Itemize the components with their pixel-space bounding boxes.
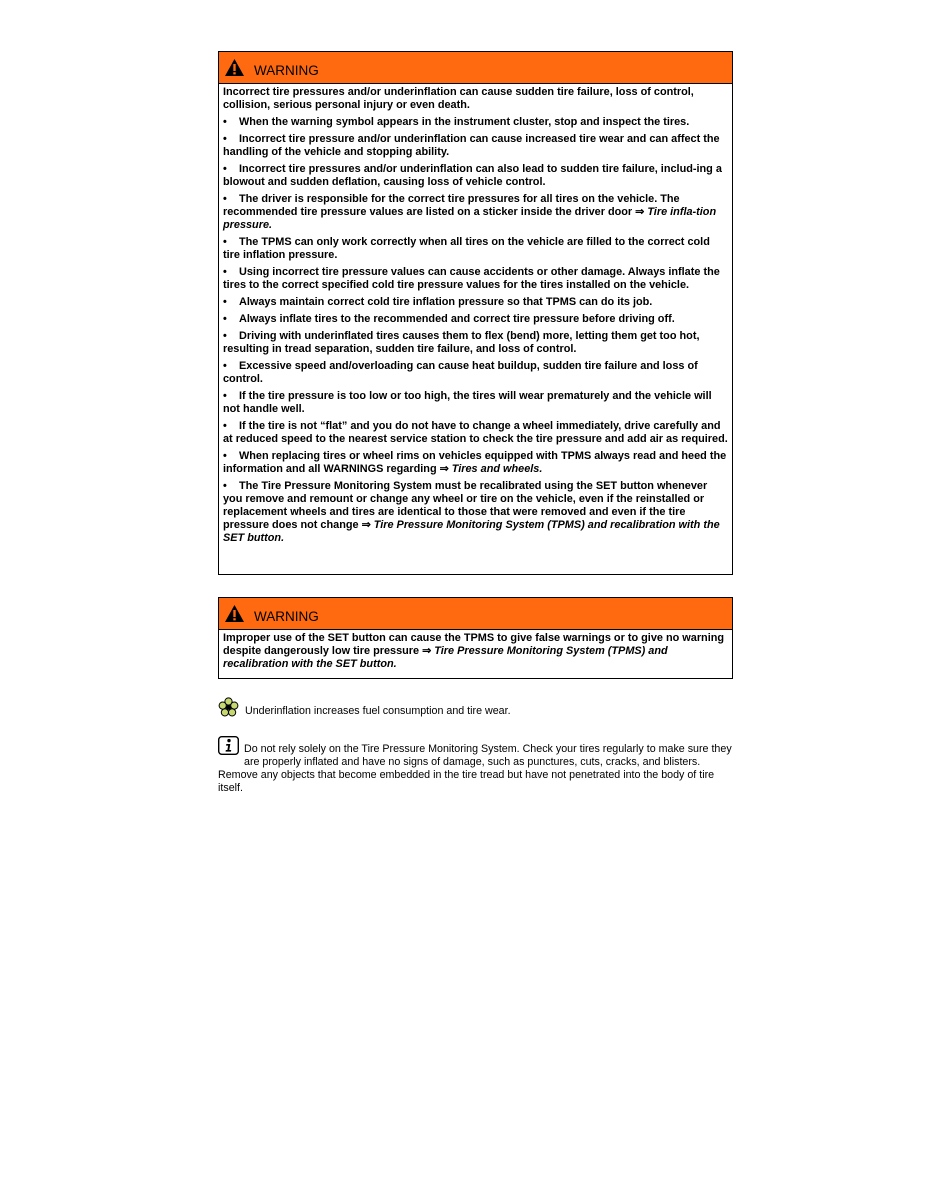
bullet-icon: • — [223, 420, 227, 432]
warning-list-item-text: Using incorrect tire pressure values can cause accidents or other damage. Always inflate the tires to the correct specified cold tire pressure values for the tires installed on the vehicle. — [223, 266, 720, 291]
warning-list-item-text: The driver is responsible for the correct tire pressures for all tires on the vehicle. The recommended tire pressure values are listed on a sticker inside the driver door ⇒ — [223, 193, 680, 218]
warning-list-item — [223, 330, 728, 356]
bullet-icon: • — [223, 450, 227, 462]
cross-reference-link[interactable]: Tires and wheels. — [451, 463, 543, 475]
warning-list-item — [223, 360, 728, 386]
info-icon — [218, 736, 239, 759]
warning-list-item-text: Incorrect tire pressure and/or underinflation can cause increased tire wear and can affect the handling of the vehicle and stopping ability. — [223, 133, 720, 158]
warning-list-item — [223, 116, 728, 129]
warning-title: WARNING — [254, 609, 319, 624]
warning-list-item — [223, 163, 728, 189]
warning-list-item-text: When replacing tires or wheel rims on vehicles equipped with TPMS always read and heed the information and all WARNINGS regarding ⇒ — [223, 450, 727, 475]
bullet-icon: • — [223, 116, 227, 128]
bullet-icon: • — [223, 390, 227, 402]
warning-list-item-text: The Tire Pressure Monitoring System must be recalibrated using the SET button whenever you remove and remount or change any wheel or tire on the vehicle, even if the reinstalled or replacement wheels and tires are identical to those that were removed and even if the tire pressure does not change ⇒ — [223, 480, 708, 531]
warning-list-item — [223, 193, 728, 232]
warning-triangle-icon — [224, 604, 245, 623]
bullet-icon: • — [223, 313, 227, 325]
warning-list-item-text: Always inflate tires to the recommended and correct tire pressure before driving off. — [239, 313, 675, 325]
warning-list-item-text: If the tire is not “flat” and you do not have to change a wheel immediately, drive carefully and at reduced speed to the nearest service station to check the tire pressure and add air as required. — [223, 420, 728, 445]
warning-list-item-text: The TPMS can only work correctly when all tires on the vehicle are filled to the correct cold tire inflation pressure. — [223, 236, 710, 261]
warning-intro: Incorrect tire pressures and/or underinflation can cause sudden tire failure, loss of control, collision, serious personal injury or even death. — [223, 86, 694, 111]
warning-list-item-text: Always maintain correct cold tire inflation pressure so that TPMS can do its job. — [239, 296, 653, 308]
bullet-icon: • — [223, 236, 227, 248]
warning-text: Improper use of the SET button can cause the TPMS to give false warnings or to give no warning despite dangerously low tire pressure ⇒ Tire Pressure Monitoring System (TPMS) and recalibration with the SET button. — [223, 632, 725, 670]
warning-list-item-text: When the warning symbol appears in the instrument cluster, stop and inspect the tires. — [239, 116, 690, 128]
bullet-icon: • — [223, 193, 227, 205]
warning-box-tire-pressure — [218, 51, 733, 575]
warning-list-item — [223, 266, 728, 292]
warning-title: WARNING — [254, 63, 319, 78]
bullet-icon: • — [223, 163, 227, 175]
cross-reference-link[interactable]: Tire Pressure Monitoring System (TPMS) and recalibration with the SET button. — [223, 519, 720, 544]
warning-body — [219, 84, 732, 548]
warning-list-item-text: If the tire pressure is too low or too high, the tires will wear prematurely and the vehicle will not handle well. — [223, 390, 712, 415]
flower-icon — [218, 697, 239, 722]
environment-note-text: Underinflation increases fuel consumption and tire wear. — [244, 705, 511, 717]
warning-triangle-icon — [224, 58, 245, 77]
bullet-icon: • — [223, 296, 227, 308]
bullet-icon: • — [223, 480, 227, 492]
bullet-icon: • — [223, 360, 227, 372]
warning-list-item-text: Excessive speed and/overloading can cause heat buildup, sudden tire failure and loss of control. — [223, 360, 698, 385]
warning-box-set-button — [218, 597, 733, 679]
warning-list-item — [223, 390, 728, 416]
warning-list-item-text: Driving with underinflated tires causes them to flex (bend) more, letting them get too hot, resulting in tread separation, sudden tire failure, and loss of control. — [223, 330, 700, 355]
bullet-icon: • — [223, 133, 227, 145]
warning-list-item-text: Incorrect tire pressures and/or underinflation can also lead to sudden tire failure, includ-ing a blowout and sudden deflation, causing loss of vehicle control. — [223, 163, 722, 188]
warning-header — [219, 52, 732, 84]
warning-header — [219, 598, 732, 630]
cross-reference-link[interactable]: Tire infla-tion pressure. — [223, 206, 717, 231]
warning-list-item — [223, 236, 728, 262]
warning-list-item — [223, 313, 728, 326]
bullet-icon: • — [223, 330, 227, 342]
info-note — [218, 736, 733, 795]
warning-list-item — [223, 450, 728, 476]
cross-reference-link[interactable]: Tire Pressure Monitoring System (TPMS) and recalibration with the SET button. — [223, 645, 668, 670]
warning-list-item — [223, 420, 728, 446]
warning-list-item — [223, 480, 728, 545]
warning-list-item — [223, 133, 728, 159]
warning-list-item — [223, 296, 728, 309]
warning-body — [219, 630, 732, 674]
bullet-icon: • — [223, 266, 227, 278]
environment-note — [218, 697, 733, 722]
warning-list — [223, 116, 728, 545]
info-note-text: Do not rely solely on the Tire Pressure Monitoring System. Check your tires regularly to make sure they are properly inflated and have no signs of damage, such as punctures, cuts, cracks, and blisters. Remove any objects that become embedded in the tire tread but have not penetrated into the body of tire itself. — [218, 743, 732, 794]
